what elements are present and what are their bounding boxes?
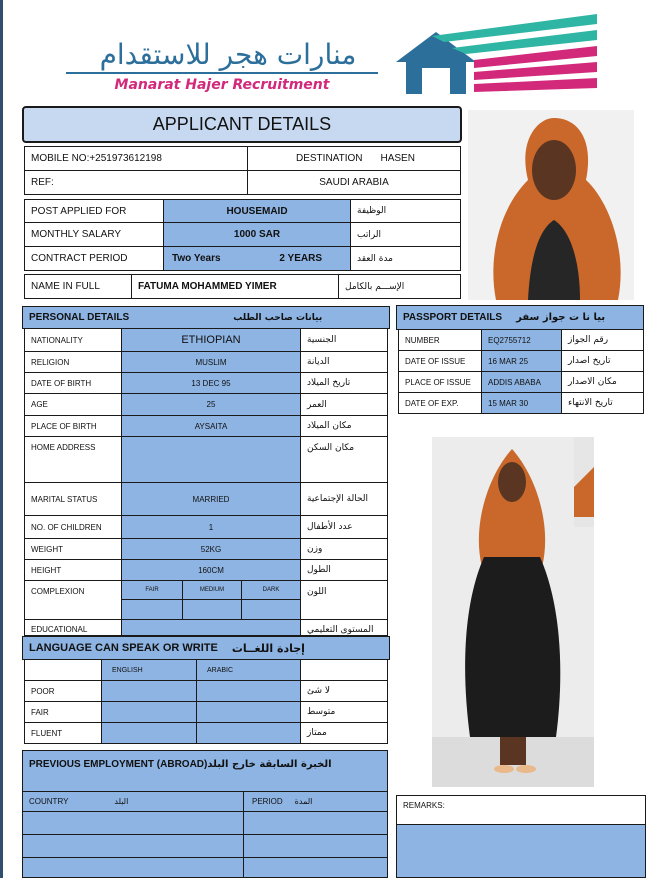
employment-country-row-2[interactable] (22, 834, 244, 858)
poor-label-ar: لا شئ (300, 680, 388, 702)
personal-header-en: PERSONAL DETAILS (29, 312, 130, 323)
post-label-ar: الوظيفة (350, 199, 461, 223)
religion-label: RELIGION (24, 351, 122, 373)
employment-period-row-1[interactable] (243, 811, 388, 835)
pob-label: PLACE OF BIRTH (24, 415, 122, 437)
complexion-medium-box[interactable] (182, 599, 242, 620)
language-header-ar: إجادة اللغــات (231, 641, 305, 655)
remarks-label: REMARKS: (396, 795, 646, 825)
logo-divider (66, 72, 378, 74)
name-label-ar: الإســـم بالكامل (338, 274, 461, 299)
home-address-value (121, 436, 301, 483)
post-label: POST APPLIED FOR (24, 199, 164, 223)
marital-label: MARITAL STATUS (24, 482, 122, 516)
period-label-ar: المدة (294, 797, 313, 806)
education-label: EDUCATIONAL (24, 619, 122, 636)
contract-label-ar: مدة العقد (350, 246, 461, 271)
dob-label: DATE OF BIRTH (24, 372, 122, 394)
height-label: HEIGHT (24, 559, 122, 581)
children-label-ar: عدد الأطفال (300, 515, 388, 539)
expiry-date-value: 15 MAR 30 (481, 392, 562, 414)
complexion-fair-label: FAIR (121, 580, 183, 600)
salary-label-ar: الراتب (350, 222, 461, 247)
issue-place-label-ar: مكان الاصدار (561, 371, 644, 393)
employment-header-en: PREVIOUS EMPLOYMENT (ABROAD) (29, 759, 208, 770)
religion-label-ar: الديانة (300, 351, 388, 373)
arabic-fluent-box[interactable] (196, 722, 301, 744)
employment-period-row-3[interactable] (243, 857, 388, 878)
personal-header-ar: بيانات صاحب الطلب (233, 312, 323, 323)
country-column (22, 791, 244, 812)
pob-label-ar: مكان الميلاد (300, 415, 388, 437)
ref-label: REF: (24, 170, 248, 195)
religion-value: MUSLIM (121, 351, 301, 373)
passport-header-en: PASSPORT DETAILS (403, 312, 503, 323)
arabic-column: ARABIC (196, 659, 301, 681)
height-label-ar: الطول (300, 559, 388, 581)
english-column: ENGLISH (101, 659, 197, 681)
name-label: NAME IN FULL (24, 274, 132, 299)
passport-header (396, 305, 644, 330)
expiry-date-label: DATE OF EXP. (398, 392, 482, 414)
age-label: AGE (24, 393, 122, 416)
home-address-label: HOME ADDRESS (24, 436, 122, 483)
expiry-date-label-ar: تاريخ الانتهاء (561, 392, 644, 414)
dob-label-ar: تاريخ الميلاد (300, 372, 388, 394)
company-name-english: Manarat Hajer Recruitment (114, 77, 330, 93)
country-label-ar: البلد (114, 797, 129, 806)
complexion-label-ar: اللون (300, 580, 388, 620)
issue-date-value: 16 MAR 25 (481, 350, 562, 372)
salary-label: MONTHLY SALARY (24, 222, 164, 247)
children-label: NO. OF CHILDREN (24, 515, 122, 539)
issue-place-value: ADDIS ABABA (481, 371, 562, 393)
fluent-label-ar: ممتاز (300, 722, 388, 744)
language-corner-right (300, 659, 388, 681)
personal-header (22, 306, 390, 329)
education-label-ar: المستوى التعليمي (300, 619, 388, 636)
contract-value-words: Two Years (172, 253, 221, 264)
home-address-label-ar: مكان السكن (300, 436, 388, 483)
nationality-label: NATIONALITY (24, 328, 122, 352)
passport-number-value: EQ2755712 (481, 329, 562, 351)
complexion-medium-label: MEDIUM (182, 580, 242, 600)
employment-period-row-2[interactable] (243, 834, 388, 858)
post-value: HOUSEMAID (163, 199, 351, 223)
destination-country: SAUDI ARABIA (247, 170, 461, 195)
destination-label: DESTINATION (296, 153, 363, 164)
fair-label: FAIR (24, 701, 102, 723)
period-column (243, 791, 388, 812)
period-label: PERIOD (252, 797, 283, 806)
marital-label-ar: الحالة الإجتماعية (300, 482, 388, 516)
fair-label-ar: متوسط (300, 701, 388, 723)
complexion-fair-box[interactable] (121, 599, 183, 620)
complexion-dark-label: DARK (241, 580, 301, 600)
arabic-poor-box[interactable] (196, 680, 301, 702)
education-value (121, 619, 301, 636)
employment-country-row-1[interactable] (22, 811, 244, 835)
nationality-value: ETHIOPIAN (121, 328, 301, 352)
arabic-fair-box[interactable] (196, 701, 301, 723)
weight-value: 52KG (121, 538, 301, 560)
pob-value: AYSAITA (121, 415, 301, 437)
age-value: 25 (121, 393, 301, 416)
complexion-dark-box[interactable] (241, 599, 301, 620)
destination-cell (247, 146, 461, 171)
passport-number-label: NUMBER (398, 329, 482, 351)
full-name: FATUMA MOHAMMED YIMER (131, 274, 339, 299)
remarks-field[interactable] (396, 824, 646, 878)
mobile-number: MOBILE NO:+251973612198 (24, 146, 248, 171)
weight-label-ar: وزن (300, 538, 388, 560)
issue-place-label: PLACE OF ISSUE (398, 371, 482, 393)
poor-label: POOR (24, 680, 102, 702)
page-title: APPLICANT DETAILS (22, 106, 462, 143)
weight-label: WEIGHT (24, 538, 122, 560)
destination-value: HASEN (380, 153, 415, 164)
passport-number-label-ar: رقم الجواز (561, 329, 644, 351)
english-poor-box[interactable] (101, 680, 197, 702)
country-label: COUNTRY (29, 797, 69, 806)
language-corner (24, 659, 102, 681)
salary-value: 1000 SAR (163, 222, 351, 247)
left-border (0, 0, 3, 878)
marital-value: MARRIED (121, 482, 301, 516)
employment-header-ar: الخبرة السابقة خارج البلد (207, 759, 332, 770)
employment-header (22, 750, 388, 792)
company-name-arabic: منارات هجر للاستقدام (99, 38, 357, 71)
fluent-label: FLUENT (24, 722, 102, 744)
height-value: 160CM (121, 559, 301, 581)
english-fluent-box[interactable] (101, 722, 197, 744)
contract-value (163, 246, 351, 271)
employment-country-row-3[interactable] (22, 857, 244, 878)
english-fair-box[interactable] (101, 701, 197, 723)
language-header (22, 636, 390, 660)
applicant-portrait-photo (468, 110, 634, 300)
complexion-label: COMPLEXION (24, 580, 122, 620)
applicant-full-body-photo (432, 437, 594, 787)
contract-label: CONTRACT PERIOD (24, 246, 164, 271)
language-header-en: LANGUAGE CAN SPEAK OR WRITE (29, 642, 218, 654)
issue-date-label-ar: تاريخ اصدار (561, 350, 644, 372)
age-label-ar: العمر (300, 393, 388, 416)
nationality-label-ar: الجنسية (300, 328, 388, 352)
children-value: 1 (121, 515, 301, 539)
passport-header-ar: بيا نا ت جواز سفر (516, 312, 606, 323)
contract-value-number: 2 YEARS (279, 253, 322, 264)
issue-date-label: DATE OF ISSUE (398, 350, 482, 372)
house-logo-icon (392, 10, 602, 96)
dob-value: 13 DEC 95 (121, 372, 301, 394)
